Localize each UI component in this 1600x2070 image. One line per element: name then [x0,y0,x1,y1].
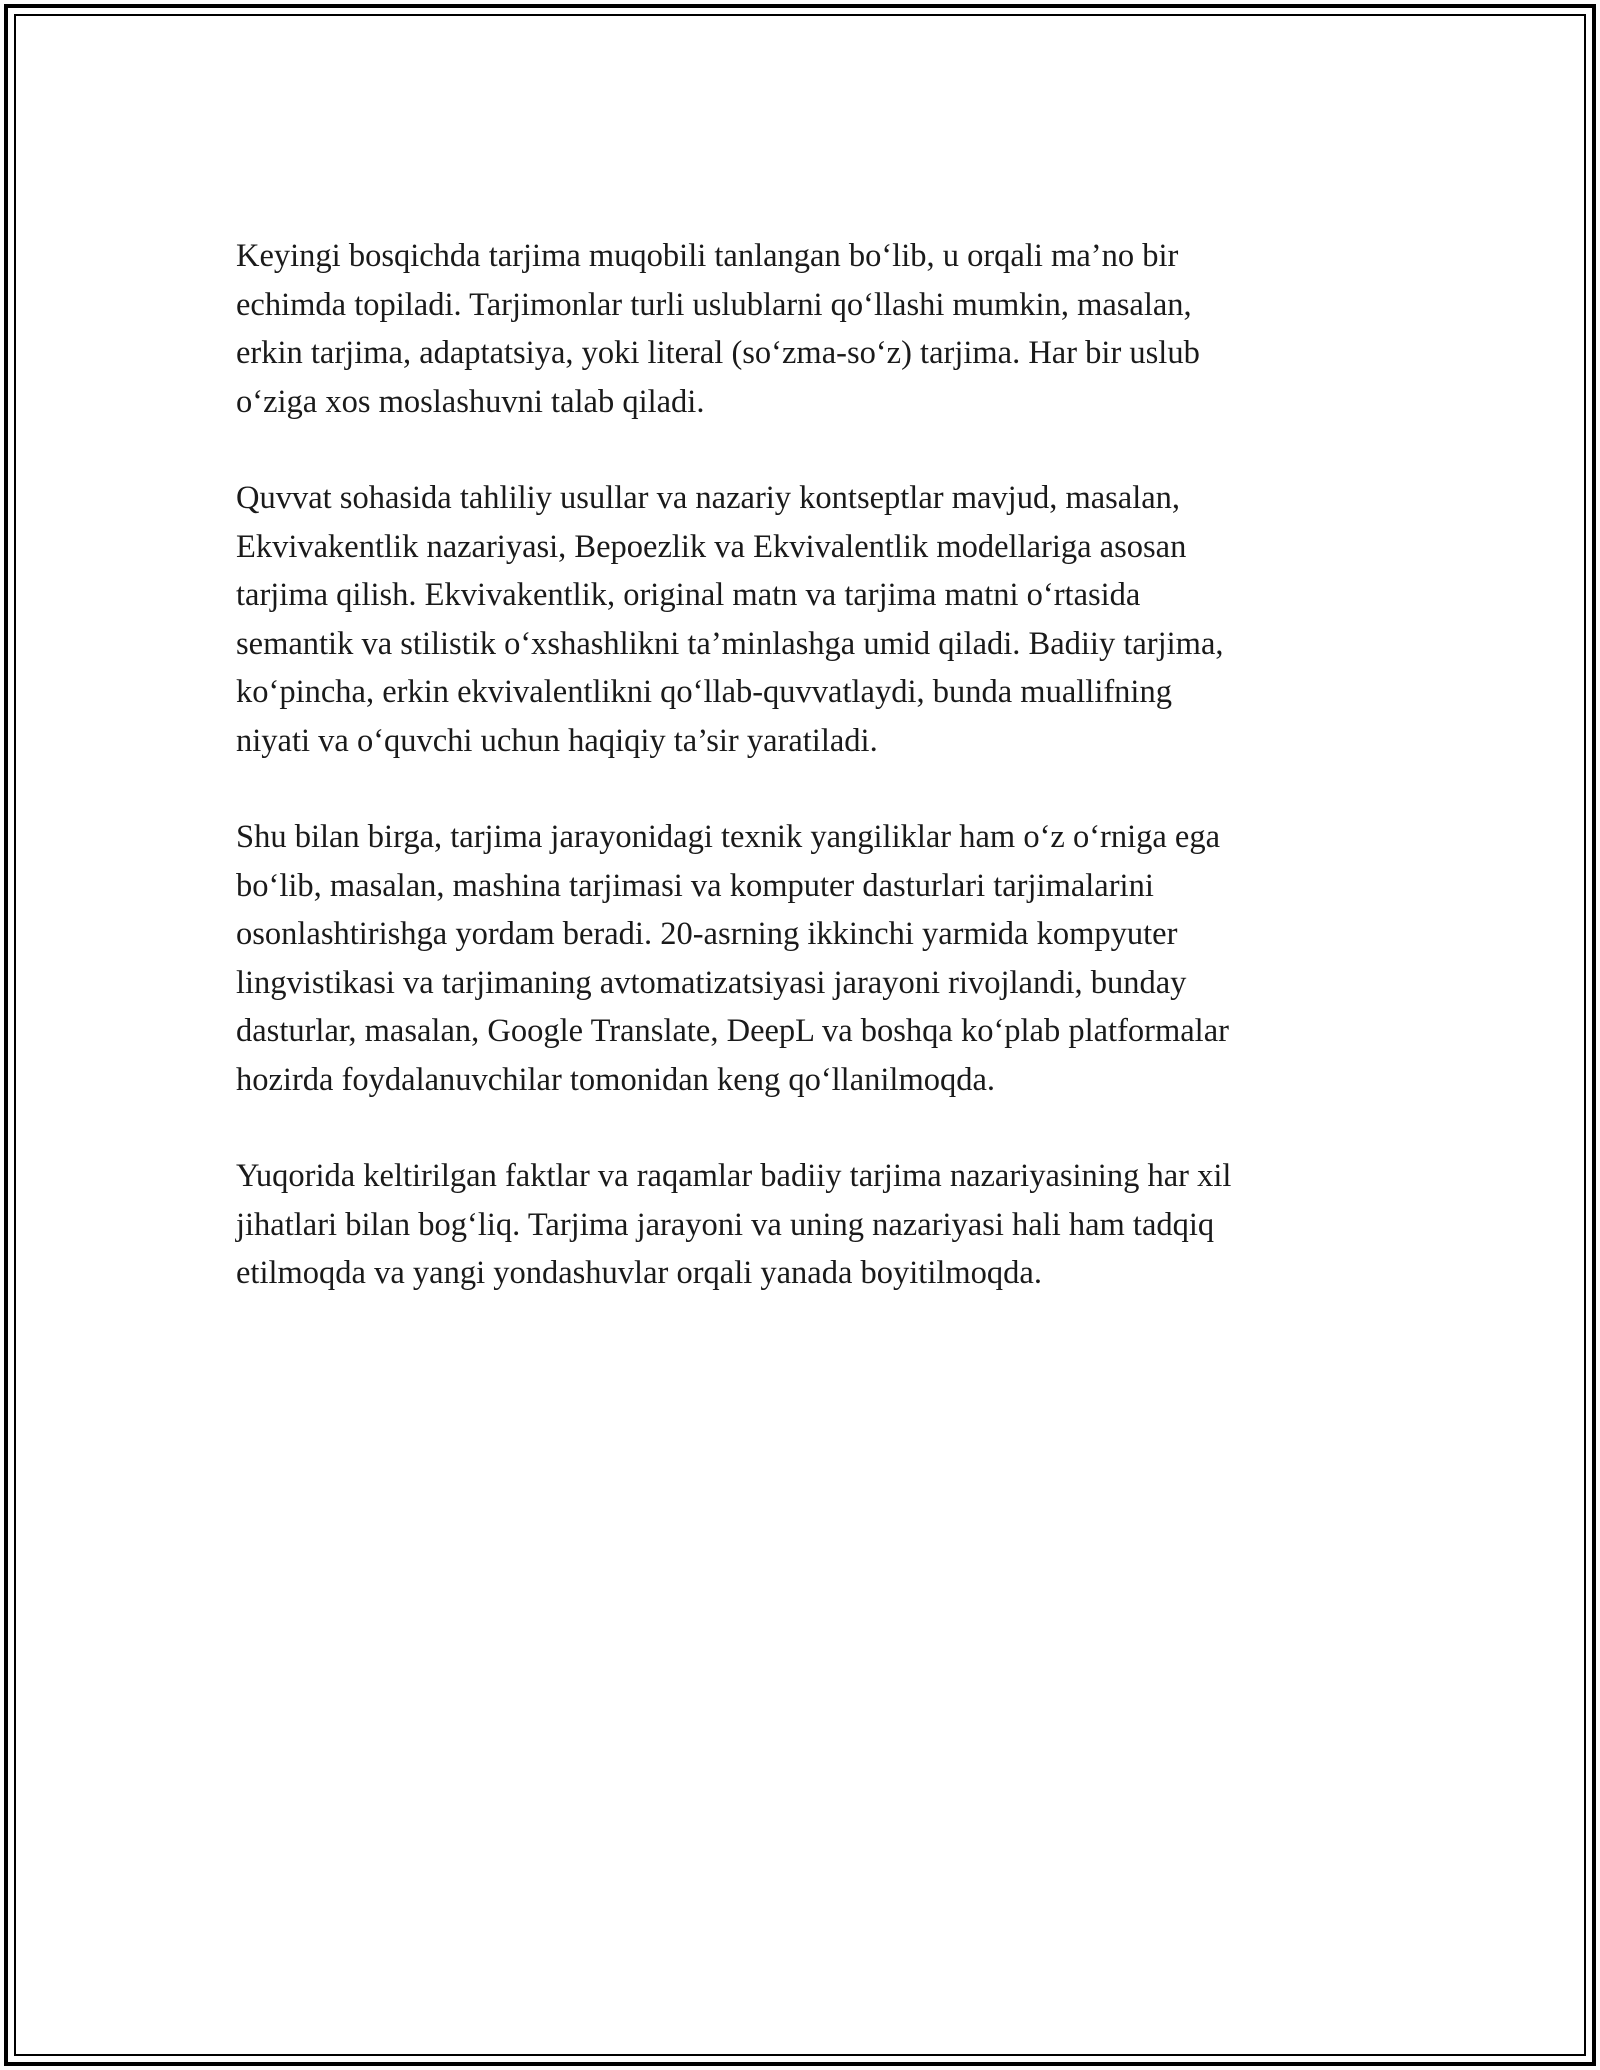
paragraph-line: echimda topiladi. Tarjimonlar turli uslublarni qo‘llashi mumkin, masalan, [236,286,1192,323]
paragraph-line: dasturlar, masalan, Google Translate, DeepL va boshqa ko‘plab platformalar [236,1013,1229,1049]
paragraph-line: Quvvat sohasida tahliliy usullar va nazariy kontseptlar mavjud, masalan, [236,480,1181,516]
paragraph-4 [236,1152,1386,1298]
document-body [236,232,1386,1346]
paragraph-line: niyati va o‘quvchi uchun haqiqiy ta’sir yaratiladi. [236,722,878,759]
paragraph-line: etilmoqda va yangi yondashuvlar orqali yanada boyitilmoqda. [236,1255,1042,1291]
paragraph-line: semantik va stilistik o‘xshashlikni ta’minlashga umid qiladi. Badiiy tarjima, [236,625,1224,662]
paragraph-line: jihatlari bilan bog‘liq. Tarjima jarayoni va uning nazariyasi hali ham tadqiq [236,1206,1215,1243]
paragraph-line: bo‘lib, masalan, mashina tarjimasi va komputer dasturlari tarjimalarini [236,867,1154,904]
paragraph-line: Keyingi bosqichda tarjima muqobili tanlangan bo‘lib, u orqali ma’no bir [236,238,1179,274]
paragraph-line: lingvistikasi va tarjimaning avtomatizatsiyasi jarayoni rivojlandi, bunday [236,964,1187,1001]
paragraph-2 [236,474,1386,765]
paragraph-1 [236,232,1386,426]
paragraph-line: Shu bilan birga, tarjima jarayonidagi texnik yangiliklar ham o‘z o‘rniga ega [236,819,1221,855]
paragraph-line: tarjima qilish. Ekvivakentlik, original matn va tarjima matni o‘rtasida [236,577,1141,613]
paragraph-line: Ekvivakentlik nazariyasi, Bepoezlik va Ekvivalentlik modellariga asosan [236,528,1187,565]
paragraph-line: osonlashtirishga yordam beradi. 20-asrning ikkinchi yarmida kompyuter [236,916,1178,952]
paragraph-line: o‘ziga xos moslashuvni talab qiladi. [236,383,705,420]
paragraph-line: erkin tarjima, adaptatsiya, yoki literal (so‘zma-so‘z) tarjima. Har bir uslub [236,335,1200,371]
paragraph-line: hozirda foydalanuvchilar tomonidan keng qo‘llanilmoqda. [236,1061,996,1098]
paragraph-3 [236,813,1386,1104]
paragraph-line: Yuqorida keltirilgan faktlar va raqamlar badiiy tarjima nazariyasining har xil [236,1158,1232,1194]
paragraph-line: ko‘pincha, erkin ekvivalentlikni qo‘llab-quvvatlaydi, bunda muallifning [236,674,1172,710]
